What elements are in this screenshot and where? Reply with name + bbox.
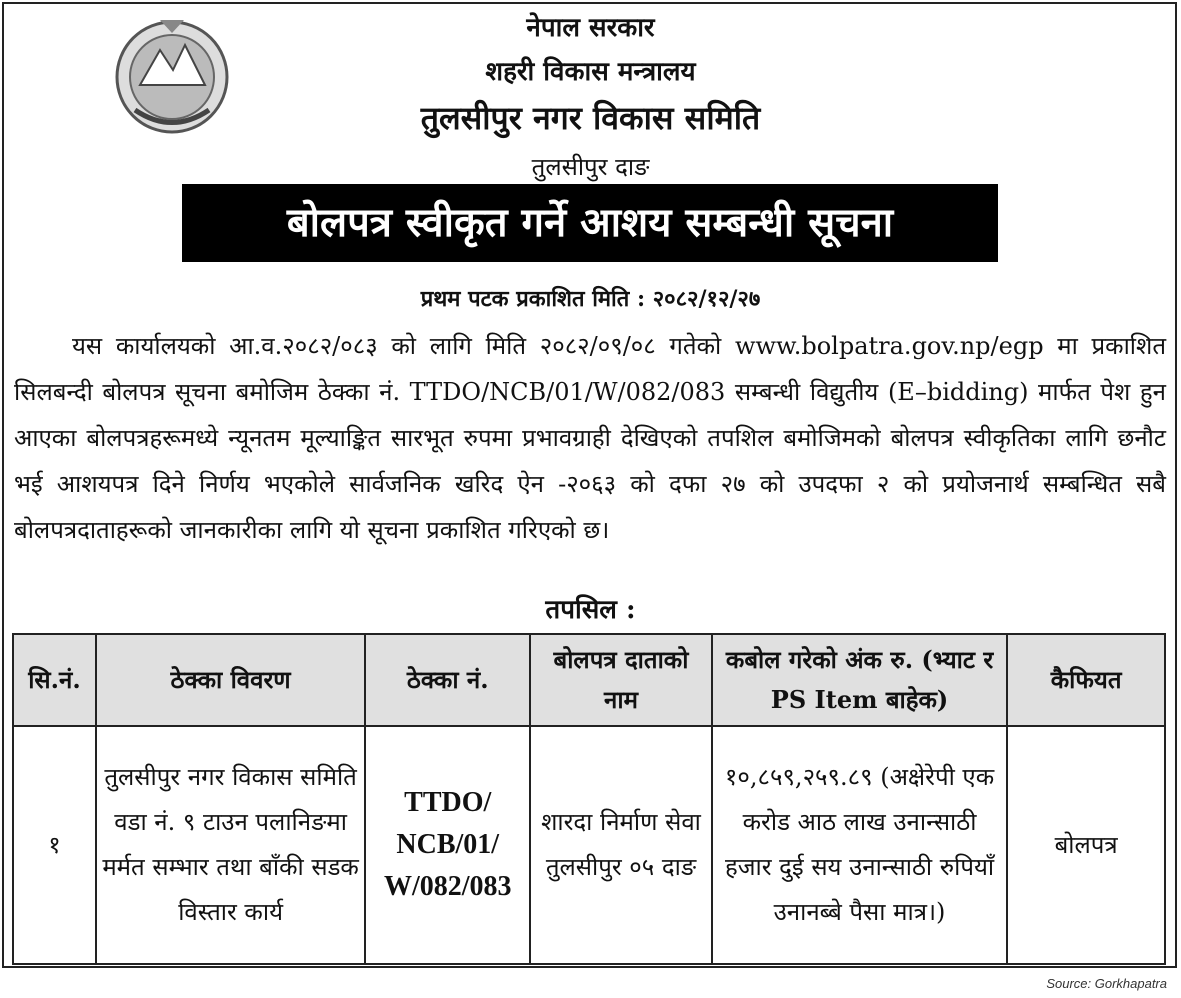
source-credit: Source: Gorkhapatra	[1046, 976, 1167, 991]
table-header-row	[13, 634, 1165, 726]
col-serial: सि.नं.	[13, 634, 96, 726]
notice-body: यस कार्यालयको आ.व.२०८२/०८३ को लागि मिति २०८२/०९/०८ गतेको www.bolpatra.gov.np/egp मा प्रकाशित सिलबन्दी बोलपत्र सूचना बमोजिम ठेक्का नं. TTDO/NCB/01/W/082/083 सम्बन्धी विद्युतीय (E–bidding) मार्फत पेश हुन आएका बोलपत्रहरूमध्ये न्यूनतम मूल्याङ्कित सारभूत रुपमा प्रभावग्राही देखिएको तपशिल बमोजिमको बोलपत्र स्वीकृतिका लागि छनौट भई आशयपत्र दिने निर्णय भएकोले सार्वजनिक खरिद ऐन -२०६३ को दफा २७ को उपदफा २ को प्रयोजनार्थ सम्बन्धित सबै बोलपत्रदाताहरूको जानकारीका लागि यो सूचना प्रकाशित गरिएको छ।	[14, 332, 1166, 544]
cell-bid-amount: १०,८५९,२५९.८९ (अक्षेरेपी एक करोड आठ लाख उनान्साठी हजार दुई सय उनान्साठी रुपियाँ उनानब्बे पैसा मात्र।)	[712, 726, 1007, 964]
office-location: तुलसीपुर दाङ	[531, 153, 650, 181]
cell-contract-number: TTDO/ NCB/01/ W/082/083	[365, 726, 530, 964]
cell-serial: १	[13, 726, 96, 964]
cell-contract-description: तुलसीपुर नगर विकास समिति वडा नं. ९ टाउन पलानिङमा मर्मत सम्भार तथा बाँकी सडक विस्तार कार्य	[96, 726, 365, 964]
details-heading: तपसिल :	[545, 595, 636, 625]
col-contract-description: ठेक्का विवरण	[96, 634, 365, 726]
col-remarks: कैफियत	[1007, 634, 1165, 726]
col-bid-amount: कबोल गरेको अंक रु. (भ्याट र PS Item बाहेक)	[712, 634, 1007, 726]
publish-date: प्रथम पटक प्रकाशित मिति : २०८२/१२/२७	[420, 286, 761, 312]
contract-table	[12, 633, 1166, 965]
government-name: नेपाल सरकार	[526, 13, 655, 43]
cell-bidder-name: शारदा निर्माण सेवा तुलसीपुर ०५ दाङ	[530, 726, 712, 964]
col-contract-number: ठेक्का नं.	[365, 634, 530, 726]
cell-remarks: बोलपत्र	[1007, 726, 1165, 964]
notice-title: बोलपत्र स्वीकृत गर्ने आशय सम्बन्धी सूचना	[182, 184, 998, 262]
ministry-name: शहरी विकास मन्त्रालय	[485, 57, 696, 87]
office-name: तुलसीपुर नगर विकास समिति	[420, 99, 761, 137]
table-row	[13, 726, 1165, 964]
col-bidder-name: बोलपत्र दाताको नाम	[530, 634, 712, 726]
